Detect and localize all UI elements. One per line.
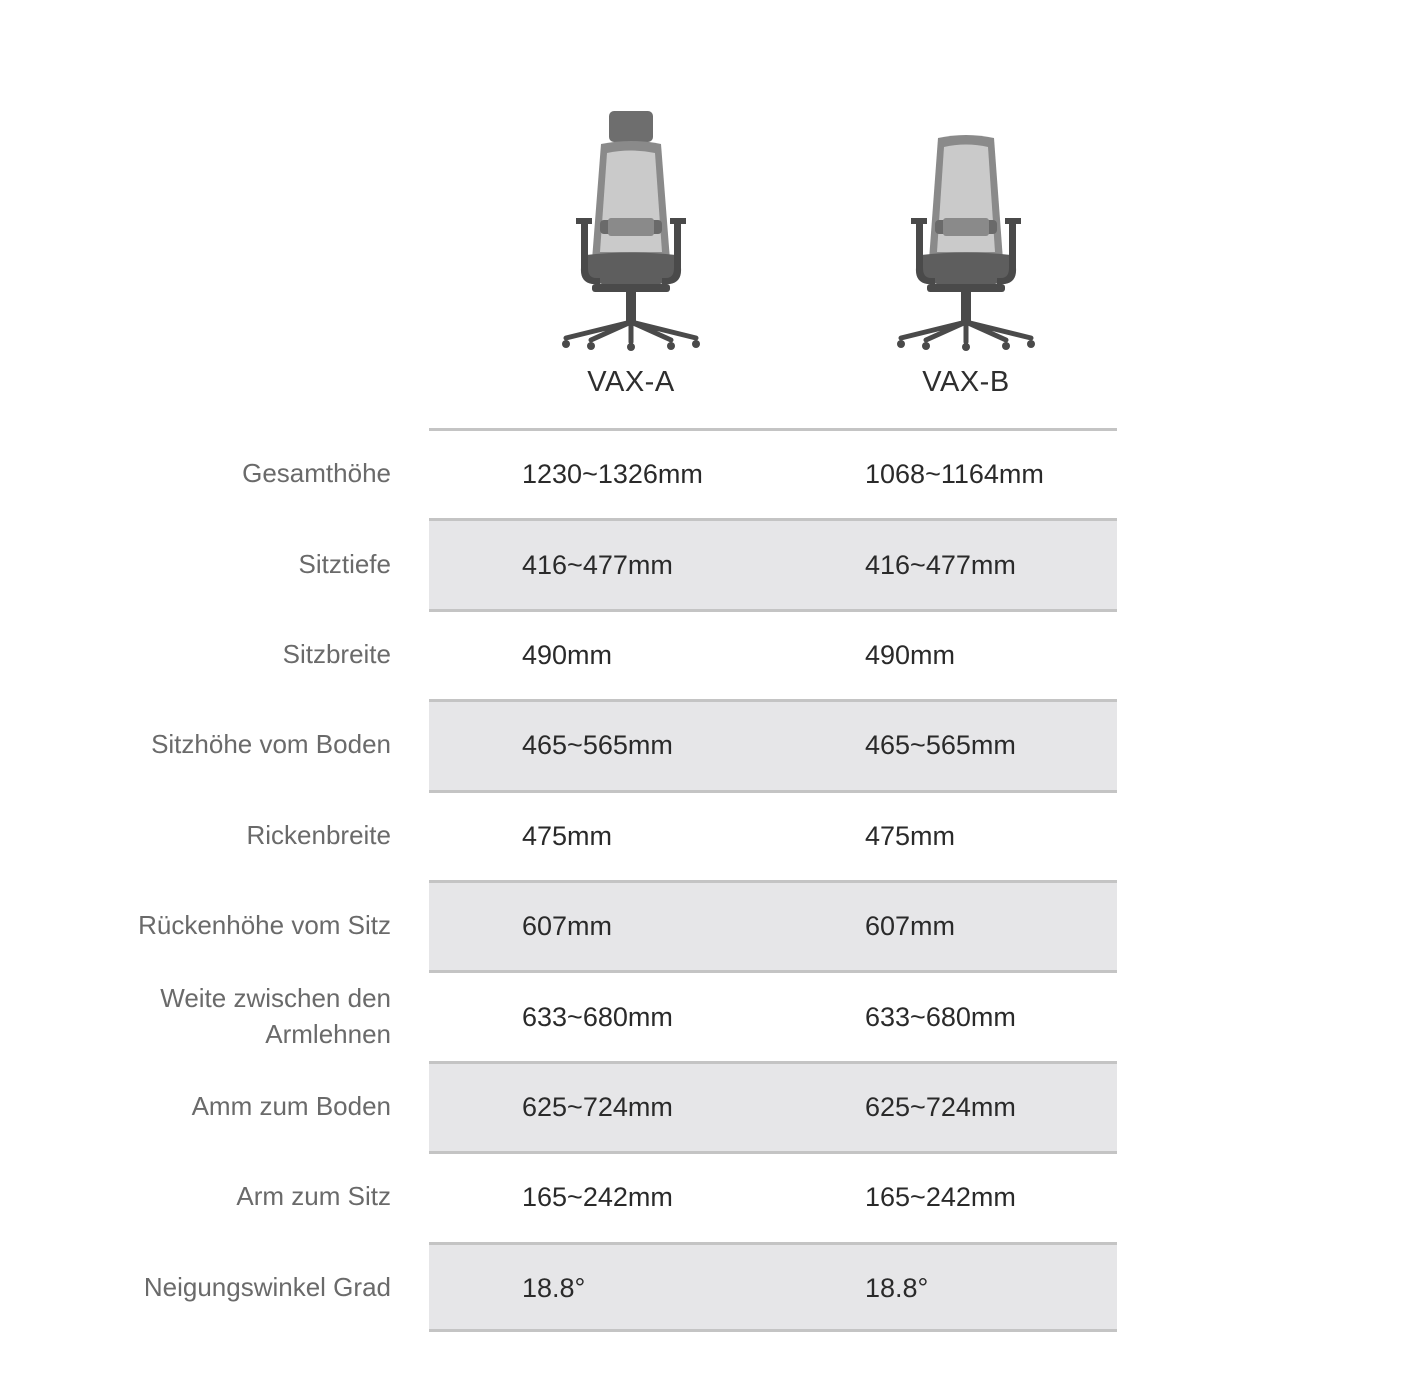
product-name-vax-a: VAX-A	[587, 366, 675, 398]
row-label: Gesamthöhe	[242, 458, 391, 489]
row-label: Weite zwischen den Armlehnen	[160, 982, 391, 1049]
table-row	[0, 1151, 1409, 1241]
row-label: Sitzhöhe vom Boden	[151, 729, 391, 760]
value-vax-b: 165~242mm	[865, 1182, 1016, 1213]
value-vax-b: 416~477mm	[865, 549, 1016, 580]
value-vax-a: 416~477mm	[522, 549, 673, 580]
table-row	[0, 880, 1409, 970]
office-chair-with-headrest-icon	[556, 100, 706, 352]
value-vax-b: 475mm	[865, 820, 956, 851]
value-vax-a: 1230~1326mm	[522, 459, 703, 490]
table-row	[0, 790, 1409, 880]
table-row	[0, 970, 1409, 1060]
table-row	[0, 1061, 1409, 1151]
value-vax-a: 18.8°	[522, 1272, 586, 1303]
row-label: Sitzbreite	[282, 638, 391, 669]
value-vax-a: 165~242mm	[522, 1182, 673, 1213]
product-name-vax-b: VAX-B	[922, 366, 1010, 398]
value-vax-b: 607mm	[865, 911, 956, 942]
value-vax-a: 490mm	[522, 639, 613, 670]
value-vax-b: 633~680mm	[865, 1001, 1016, 1032]
table-row	[0, 699, 1409, 789]
value-vax-a: 633~680mm	[522, 1001, 673, 1032]
product-vax-a	[531, 100, 731, 399]
value-vax-b: 625~724mm	[865, 1091, 1016, 1122]
value-vax-a: 465~565mm	[522, 730, 673, 761]
value-vax-b: 490mm	[865, 639, 956, 670]
value-vax-b: 465~565mm	[865, 730, 1016, 761]
table-row	[0, 1242, 1409, 1332]
table-row	[0, 609, 1409, 699]
row-label: Rückenhöhe vom Sitz	[138, 910, 391, 941]
product-vax-b	[866, 100, 1066, 399]
row-label: Rickenbreite	[246, 819, 391, 850]
table-row	[0, 518, 1409, 608]
row-label: Sitztiefe	[298, 548, 391, 579]
value-vax-a: 625~724mm	[522, 1091, 673, 1122]
row-label: Neigungswinkel Grad	[143, 1271, 391, 1302]
row-label: Arm zum Sitz	[236, 1181, 391, 1212]
value-vax-a: 607mm	[522, 911, 613, 942]
value-vax-b: 1068~1164mm	[865, 459, 1044, 490]
value-vax-b: 18.8°	[865, 1272, 929, 1303]
value-vax-a: 475mm	[522, 820, 613, 851]
row-label: Amm zum Boden	[191, 1090, 391, 1121]
office-chair-icon	[891, 100, 1041, 352]
table-row	[0, 428, 1409, 518]
spec-table	[0, 428, 1409, 1332]
